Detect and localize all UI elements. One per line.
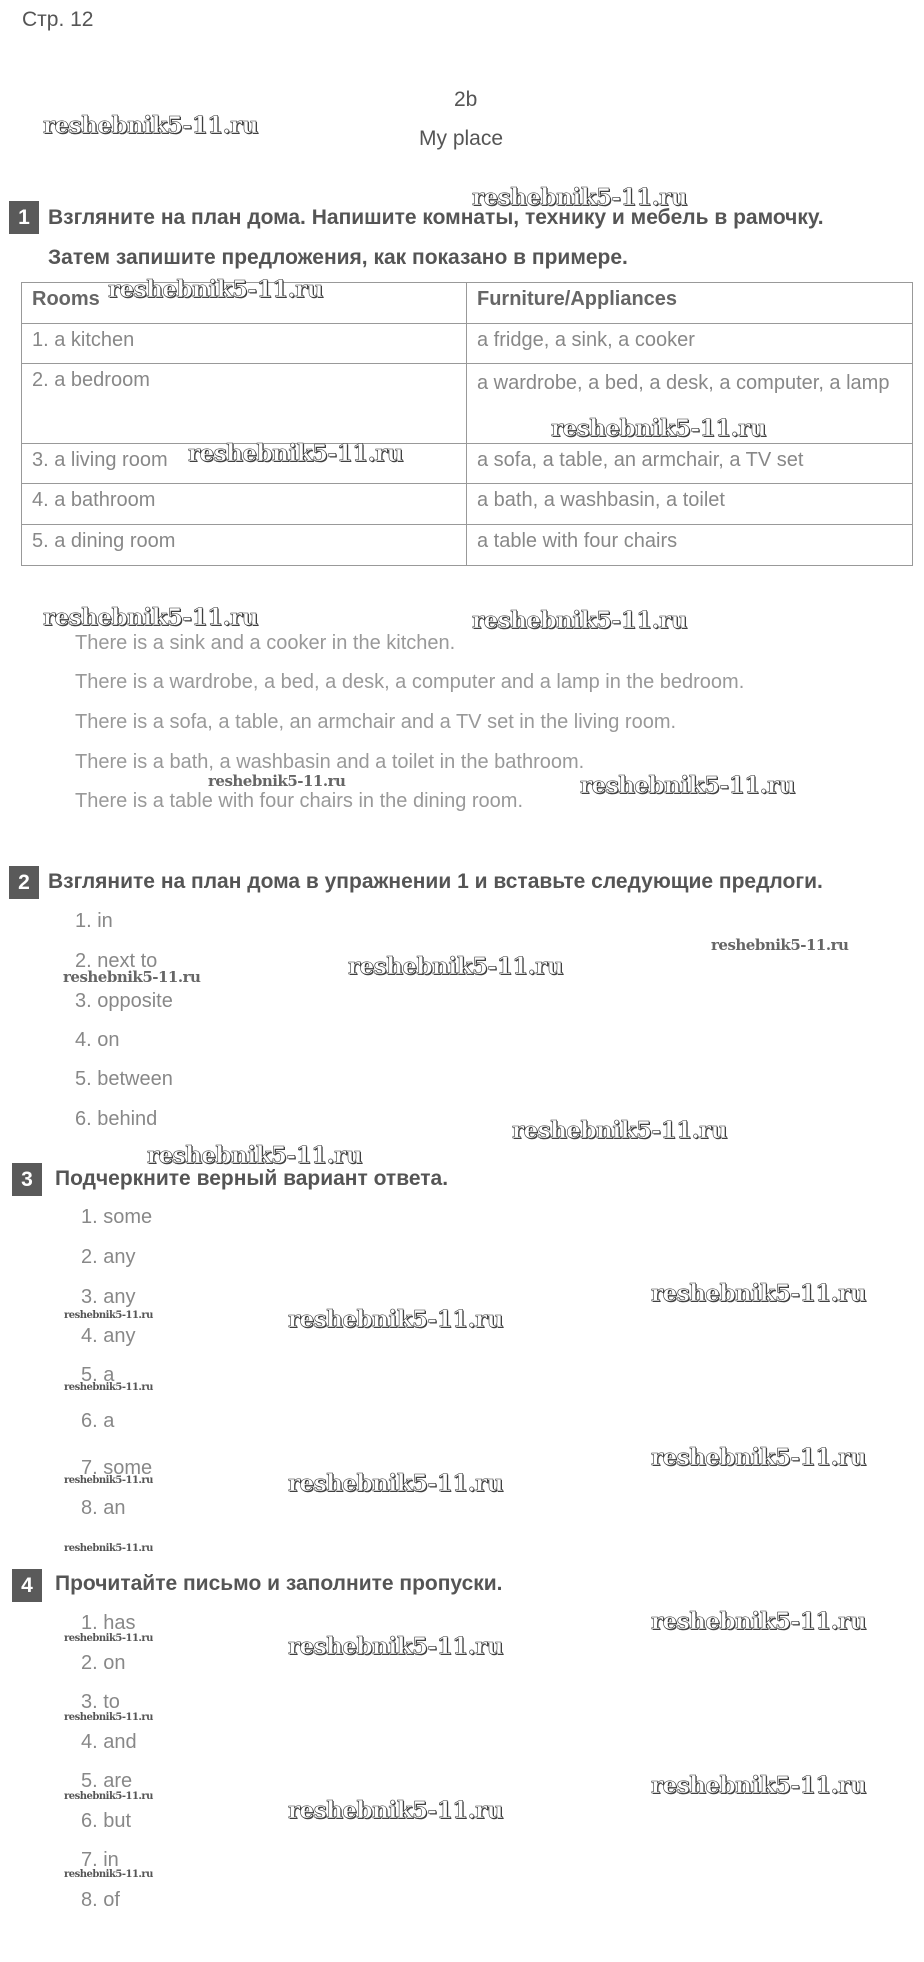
exercise-2-heading: Взгляните на план дома в упражнении 1 и вставьте следующие предлоги. (48, 870, 823, 893)
answer-item: 4. and (81, 1731, 137, 1753)
watermark: reshebnik5-11.ru (208, 772, 346, 790)
watermark: reshebnik5-11.ru (288, 1797, 503, 1824)
watermark: reshebnik5-11.ru (43, 604, 258, 631)
answer-item: 7. some (81, 1457, 153, 1479)
watermark: reshebnik5-11.ru (147, 1142, 362, 1169)
exercise-1-number: 1 (9, 201, 39, 234)
answer-item: 1. some (81, 1206, 153, 1228)
table-cell: a table with four chairs (467, 525, 913, 566)
table-row (22, 525, 913, 566)
answer-item: 6. a (81, 1410, 115, 1432)
table-cell: 1. a kitchen (22, 324, 467, 364)
example-sentence: There is a table with four chairs in the dining room. (75, 790, 523, 812)
exercise-1-heading-line2: Затем запишите предложения, как показано в примере. (48, 246, 628, 269)
page-label: Стр. 12 (22, 8, 94, 31)
lesson-code: 2b (454, 88, 478, 111)
answer-item: 8. of (81, 1889, 120, 1911)
rooms-furniture-table (21, 282, 913, 566)
watermark: reshebnik5-11.ru (64, 1382, 153, 1393)
table-header-rooms: Rooms (22, 283, 467, 324)
watermark: reshebnik5-11.ru (288, 1306, 503, 1333)
answer-item: 5. between (75, 1068, 173, 1090)
table-cell: a wardrobe, a bed, a desk, a computer, a lamp (467, 364, 913, 444)
answer-item: 6. behind (75, 1108, 158, 1130)
table-cell: a sofa, a table, an armchair, a TV set (467, 444, 913, 484)
answer-item: 2. next to (75, 950, 158, 972)
answer-item: 4. on (75, 1029, 120, 1051)
watermark: reshebnik5-11.ru (64, 1712, 153, 1723)
example-sentence: There is a wardrobe, a bed, a desk, a computer and a lamp in the bedroom. (75, 671, 745, 693)
answer-item: 5. are (81, 1770, 133, 1792)
example-sentence: There is a bath, a washbasin and a toilet in the bathroom. (75, 751, 585, 773)
watermark: reshebnik5-11.ru (64, 1475, 153, 1486)
watermark: reshebnik5-11.ru (348, 953, 563, 980)
table-cell: a fridge, a sink, a cooker (467, 324, 913, 364)
watermark: reshebnik5-11.ru (288, 1633, 503, 1660)
watermark: reshebnik5-11.ru (64, 1869, 153, 1880)
answer-item: 5. a (81, 1364, 115, 1386)
exercise-3-heading: Подчеркните верный вариант ответа. (55, 1167, 449, 1190)
watermark: reshebnik5-11.ru (64, 1310, 153, 1321)
watermark: reshebnik5-11.ru (288, 1470, 503, 1497)
lesson-title: My place (419, 127, 504, 150)
watermark: reshebnik5-11.ru (651, 1280, 866, 1307)
table-cell: 5. a dining room (22, 525, 467, 566)
answer-item: 3. to (81, 1691, 120, 1713)
watermark: reshebnik5-11.ru (108, 276, 323, 303)
table-cell: 4. a bathroom (22, 484, 467, 525)
answer-item: 3. opposite (75, 990, 173, 1012)
watermark: reshebnik5-11.ru (472, 184, 687, 211)
table-row (22, 364, 913, 444)
example-sentence: There is a sink and a cooker in the kitchen. (75, 632, 456, 654)
watermark: reshebnik5-11.ru (711, 936, 849, 954)
exercise-4-number: 4 (12, 1569, 42, 1602)
watermark: reshebnik5-11.ru (63, 968, 201, 986)
answer-item: 3. any (81, 1286, 136, 1308)
answer-item: 6. but (81, 1810, 132, 1832)
watermark: reshebnik5-11.ru (551, 415, 766, 442)
table-cell: 3. a living room (22, 444, 467, 484)
watermark: reshebnik5-11.ru (64, 1543, 153, 1554)
watermark: reshebnik5-11.ru (472, 607, 687, 634)
watermark: reshebnik5-11.ru (64, 1633, 153, 1644)
watermark: reshebnik5-11.ru (64, 1791, 153, 1802)
watermark: reshebnik5-11.ru (651, 1608, 866, 1635)
watermark: reshebnik5-11.ru (188, 440, 403, 467)
exercise-4-heading: Прочитайте письмо и заполните пропуски. (55, 1572, 503, 1595)
watermark: reshebnik5-11.ru (512, 1117, 727, 1144)
example-sentence: There is a sofa, a table, an armchair and a TV set in the living room. (75, 711, 677, 733)
table-row (22, 444, 913, 484)
exercise-3-number: 3 (12, 1163, 42, 1196)
answer-item: 1. has (81, 1612, 136, 1634)
table-header-furniture: Furniture/Appliances (467, 283, 913, 324)
answer-item: 8. an (81, 1497, 126, 1519)
table-cell: a bath, a washbasin, a toilet (467, 484, 913, 525)
exercise-1-heading: Взгляните на план дома. Напишите комнаты, технику и мебель в рамочку. (48, 206, 824, 229)
watermark: reshebnik5-11.ru (580, 772, 795, 799)
table-cell: 2. a bedroom (22, 364, 467, 444)
table-row (22, 484, 913, 525)
exercise-2-number: 2 (9, 866, 39, 899)
answer-item: 2. any (81, 1246, 136, 1268)
answer-item: 2. on (81, 1652, 126, 1674)
watermark: reshebnik5-11.ru (43, 112, 258, 139)
table-row (22, 324, 913, 364)
answer-item: 1. in (75, 910, 113, 932)
watermark: reshebnik5-11.ru (651, 1444, 866, 1471)
answer-item: 4. any (81, 1325, 136, 1347)
watermark: reshebnik5-11.ru (651, 1772, 866, 1799)
answer-item: 7. in (81, 1849, 119, 1871)
